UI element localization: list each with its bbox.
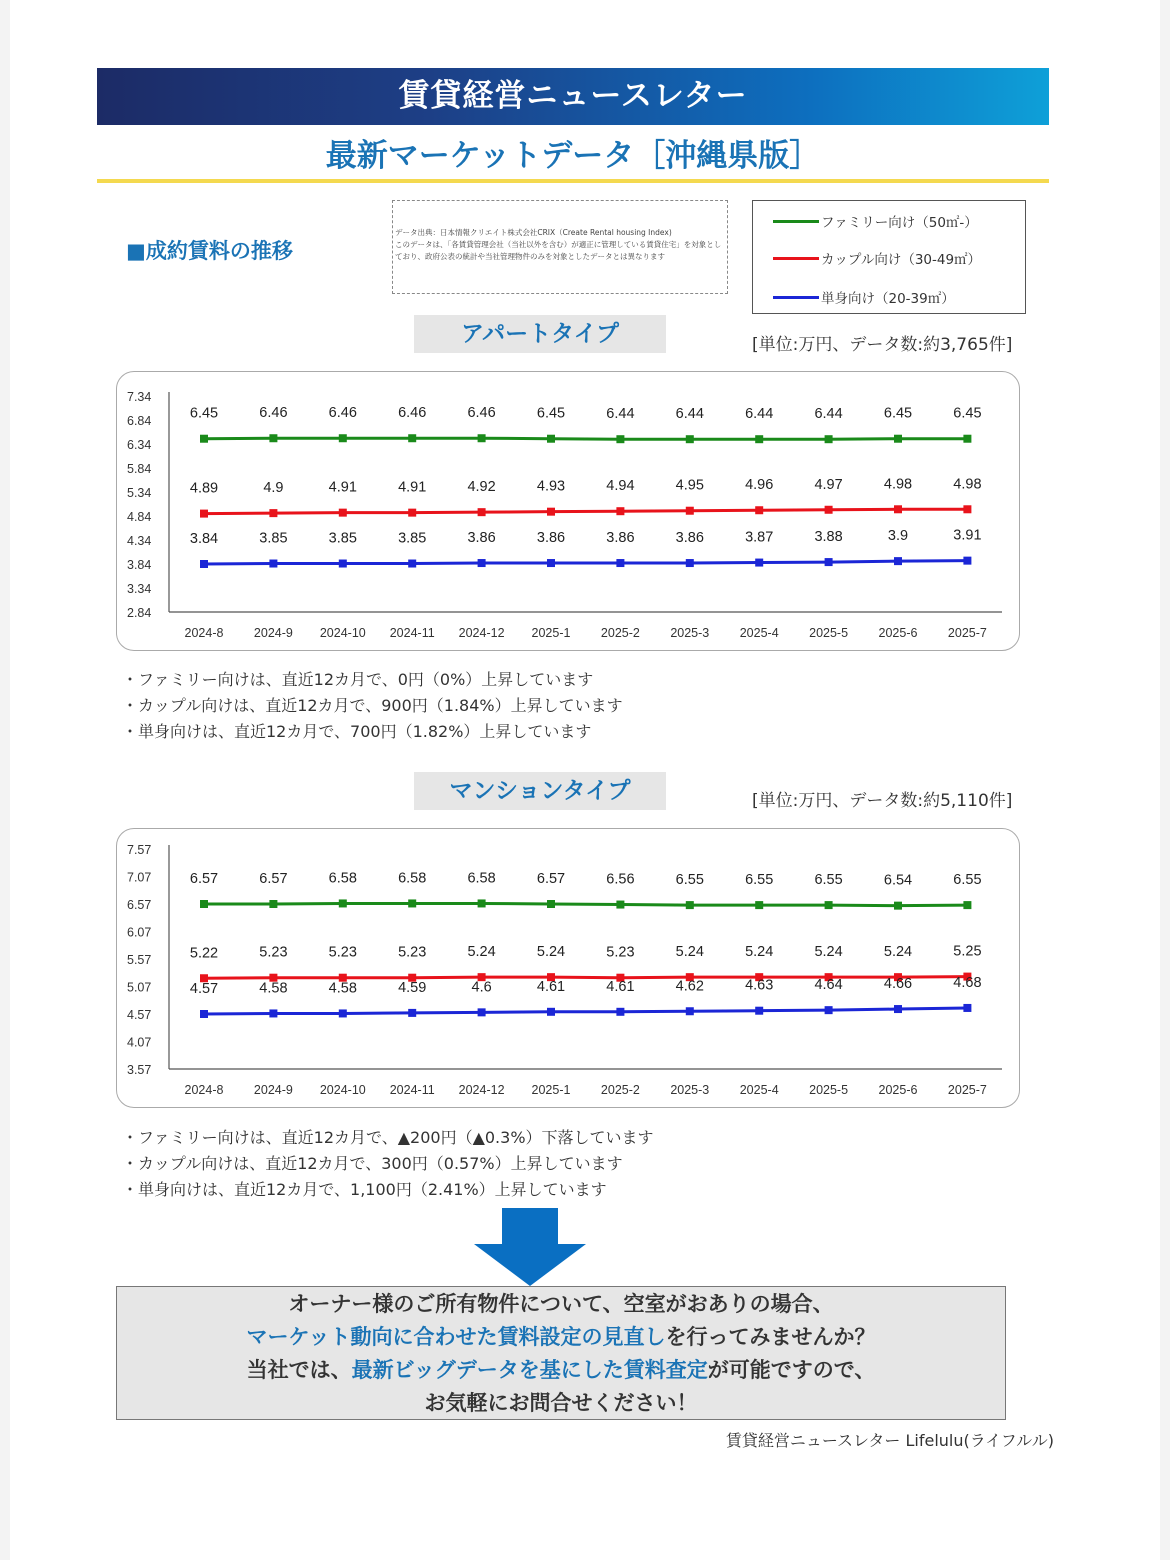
y-tick-label: 5.34	[127, 486, 152, 500]
data-label-couple: 4.91	[398, 479, 427, 496]
y-tick-label: 4.84	[127, 510, 152, 524]
data-label-family: 6.55	[814, 872, 843, 889]
data-label-single: 3.86	[606, 530, 635, 547]
x-tick-label: 2025-7	[947, 626, 987, 640]
data-point-single	[894, 557, 902, 565]
y-tick-label: 4.57	[127, 1008, 152, 1022]
x-tick-label: 2024-12	[458, 1083, 505, 1097]
data-label-single: 4.58	[328, 980, 357, 997]
x-tick-label: 2025-1	[531, 1083, 571, 1097]
data-point-family	[755, 435, 763, 443]
data-label-couple: 5.23	[259, 944, 288, 961]
data-point-family	[825, 435, 833, 443]
data-label-family: 6.46	[328, 405, 357, 422]
data-point-single	[200, 1010, 208, 1018]
data-label-family: 6.54	[883, 872, 913, 889]
data-label-single: 3.85	[259, 530, 288, 547]
data-point-family	[755, 901, 763, 909]
y-tick-label: 7.07	[127, 870, 152, 885]
data-label-family: 6.44	[606, 406, 635, 423]
data-label-couple: 4.98	[953, 476, 982, 493]
data-label-couple: 5.24	[883, 944, 913, 961]
data-label-couple: 4.93	[536, 478, 566, 495]
data-point-single	[339, 1009, 347, 1017]
apart-notes	[122, 667, 623, 745]
y-tick-label: 7.57	[127, 843, 152, 857]
chart-svg	[117, 829, 1021, 1109]
legend-family	[773, 211, 978, 231]
x-tick-label: 2024-9	[253, 1083, 293, 1097]
data-label-family: 6.58	[328, 870, 357, 887]
x-tick-label: 2025-6	[878, 1083, 918, 1097]
data-point-couple	[200, 510, 208, 518]
series-line-family	[204, 438, 967, 439]
legend-couple	[773, 248, 981, 268]
x-tick-label: 2025-3	[670, 1083, 710, 1097]
legend-single-label: 単身向け（20-39㎡）	[821, 291, 955, 307]
mansion-chart	[116, 828, 1020, 1108]
x-tick-label: 2025-1	[531, 626, 571, 640]
cta-line-3-start: 当社では、	[246, 1358, 352, 1382]
data-point-single	[408, 560, 416, 568]
data-label-family: 6.45	[536, 405, 566, 422]
section-title: ■成約賃料の推移	[126, 239, 293, 263]
apart-unit: [単位:万円、データ数:約3,765件]	[752, 335, 1013, 355]
y-tick-label: 5.57	[127, 953, 152, 967]
data-point-couple	[825, 506, 833, 514]
data-point-family	[478, 434, 486, 442]
footer-credit: 賃貸経営ニュースレター Lifelulu(ライフルル)	[725, 1431, 1054, 1450]
mansion-notes	[122, 1125, 654, 1203]
data-point-couple	[269, 509, 277, 517]
cta-line-3-highlight: 最新ビッグデータを基にした賃料査定	[351, 1358, 708, 1382]
data-label-single: 4.63	[745, 977, 774, 994]
data-label-couple: 4.98	[883, 476, 913, 493]
x-tick-label: 2025-5	[809, 1083, 849, 1097]
mansion-note-couple: ・カップル向けは、直近12カ月で、300円（0.57%）上昇しています	[122, 1154, 623, 1173]
cta-line-2-rest: を行ってみませんか？	[665, 1325, 876, 1349]
data-label-family: 6.57	[189, 871, 219, 887]
y-tick-label: 3.34	[127, 582, 152, 596]
data-point-family	[269, 900, 277, 908]
data-label-family: 6.58	[398, 870, 427, 887]
cta-line-3-end: が可能ですので、	[707, 1358, 876, 1382]
x-tick-label: 2024-12	[458, 626, 505, 640]
page-subtitle: 最新マーケットデータ［沖縄県版］	[325, 138, 821, 174]
call-to-action-box	[116, 1286, 1006, 1420]
data-label-single: 4.68	[953, 974, 982, 991]
data-point-couple	[755, 506, 763, 514]
data-label-single: 4.66	[883, 976, 913, 993]
data-point-single	[616, 559, 624, 567]
data-label-single: 3.88	[814, 529, 843, 546]
x-tick-label: 2024-10	[319, 1083, 366, 1097]
apart-note-family: ・ファミリー向けは、直近12カ月で、0円（0%）上昇しています	[122, 670, 594, 689]
data-label-single: 4.57	[189, 981, 219, 997]
data-label-single: 3.91	[953, 527, 982, 544]
banner-title: 賃貸経営ニュースレター	[97, 68, 1049, 125]
data-point-couple	[616, 507, 624, 515]
data-point-family	[547, 435, 555, 443]
data-label-couple: 5.24	[814, 944, 843, 961]
source-line-1: データ出典：日本情報クリエイト株式会社CRIX（Create Rental housing Index)	[395, 228, 672, 237]
legend-single-swatch	[773, 296, 819, 299]
data-label-couple: 4.91	[328, 479, 357, 496]
legend	[752, 200, 1026, 314]
data-point-single	[616, 1008, 624, 1016]
mansion-unit: [単位:万円、データ数:約5,110件]	[752, 791, 1013, 811]
data-point-family	[825, 901, 833, 909]
data-label-family: 6.55	[953, 872, 982, 889]
data-point-single	[408, 1009, 416, 1017]
data-label-family: 6.57	[536, 871, 566, 887]
data-label-single: 3.84	[189, 531, 219, 547]
divider	[97, 179, 1049, 183]
series-line-single	[204, 561, 967, 564]
data-label-single: 4.6	[471, 979, 492, 996]
data-label-single: 4.58	[259, 980, 288, 997]
data-point-single	[478, 559, 486, 567]
y-tick-label: 5.84	[127, 462, 152, 476]
data-label-couple: 5.25	[953, 943, 982, 960]
data-label-single: 3.87	[745, 529, 774, 546]
apart-chart	[116, 371, 1020, 651]
x-tick-label: 2025-5	[809, 626, 849, 640]
chart-svg	[117, 372, 1021, 652]
cta-line-1: オーナー様のご所有物件について、空室がおありの場合、	[288, 1292, 834, 1316]
data-label-couple: 4.97	[814, 476, 843, 493]
data-label-family: 6.58	[467, 870, 496, 887]
data-point-single	[269, 560, 277, 568]
data-label-single: 3.85	[328, 530, 357, 547]
y-tick-label: 6.07	[127, 925, 152, 940]
down-arrow-icon	[474, 1208, 586, 1288]
x-tick-label: 2025-2	[600, 1083, 640, 1097]
data-label-family: 6.44	[814, 406, 843, 423]
data-point-single	[200, 560, 208, 568]
data-point-single	[686, 1007, 694, 1015]
data-label-couple: 5.22	[189, 945, 219, 962]
data-label-couple: 5.23	[398, 944, 427, 961]
data-point-family	[616, 435, 624, 443]
y-tick-label: 6.84	[127, 414, 152, 428]
data-label-family: 6.55	[675, 872, 704, 889]
data-point-family	[616, 901, 624, 909]
data-point-couple	[686, 507, 694, 515]
data-label-couple: 5.23	[328, 944, 357, 961]
mansion-type-label: マンションタイプ	[414, 772, 666, 810]
cta-line-2	[117, 1321, 1005, 1354]
data-point-family	[547, 900, 555, 908]
data-point-single	[963, 557, 971, 565]
data-label-family: 6.57	[259, 871, 288, 887]
data-point-single	[825, 1006, 833, 1014]
data-point-couple	[963, 505, 971, 513]
y-tick-label: 5.07	[127, 980, 152, 995]
apart-note-single: ・単身向けは、直近12カ月で、700円（1.82%）上昇しています	[122, 722, 592, 741]
apart-note-couple: ・カップル向けは、直近12カ月で、900円（1.84%）上昇しています	[122, 696, 623, 715]
mansion-note-family: ・ファミリー向けは、直近12カ月で、▲200円（▲0.3%）下落しています	[122, 1128, 654, 1147]
cta-line-4: お気軽にお問合せください！	[424, 1391, 698, 1415]
data-label-couple: 5.24	[675, 944, 704, 961]
x-tick-label: 2024-10	[319, 626, 366, 640]
data-label-couple: 5.24	[536, 944, 566, 961]
y-tick-label: 6.34	[127, 438, 152, 452]
x-tick-label: 2025-2	[600, 626, 640, 640]
y-tick-label: 7.34	[127, 390, 152, 404]
data-label-single: 4.61	[536, 978, 566, 995]
data-point-family	[686, 435, 694, 443]
data-point-single	[547, 1008, 555, 1016]
data-label-family: 6.46	[398, 405, 427, 422]
data-label-family: 6.56	[606, 871, 635, 888]
data-point-family	[963, 901, 971, 909]
cta-line-2-highlight: マーケット動向に合わせた賃料設定の見直し	[246, 1325, 666, 1349]
data-label-family: 6.55	[745, 872, 774, 889]
data-point-family	[408, 899, 416, 907]
x-tick-label: 2025-4	[739, 1083, 779, 1097]
data-point-family	[200, 900, 208, 908]
x-tick-label: 2025-4	[739, 626, 779, 640]
data-point-family	[269, 434, 277, 442]
data-label-family: 6.44	[745, 406, 774, 423]
series-line-couple	[204, 509, 967, 513]
data-point-couple	[408, 509, 416, 517]
data-point-couple	[547, 508, 555, 516]
legend-family-swatch	[773, 220, 819, 223]
data-label-couple: 4.96	[745, 477, 774, 494]
x-tick-label: 2025-7	[947, 1083, 987, 1097]
cta-line-3	[117, 1354, 1005, 1387]
data-label-single: 3.86	[467, 530, 496, 547]
data-point-single	[686, 559, 694, 567]
data-label-single: 4.64	[814, 977, 843, 994]
apart-type-label: アパートタイプ	[414, 315, 666, 353]
data-point-family	[408, 434, 416, 442]
data-label-couple: 5.24	[467, 944, 496, 961]
x-tick-label: 2024-11	[389, 626, 435, 640]
series-line-single	[204, 1008, 967, 1014]
legend-couple-label: カップル向け（30-49㎡）	[821, 252, 982, 268]
mansion-note-single: ・単身向けは、直近12カ月で、1,100円（2.41%）上昇しています	[122, 1180, 607, 1199]
y-tick-label: 3.57	[127, 1063, 152, 1077]
data-point-family	[339, 899, 347, 907]
data-label-family: 6.44	[675, 406, 704, 423]
series-line-couple	[204, 977, 967, 979]
data-point-single	[755, 559, 763, 567]
data-point-single	[547, 559, 555, 567]
data-label-single: 3.86	[675, 530, 704, 547]
x-tick-label: 2024-11	[389, 1083, 435, 1097]
x-tick-label: 2024-9	[253, 626, 293, 640]
data-label-family: 6.45	[953, 405, 982, 422]
data-point-single	[478, 1008, 486, 1016]
data-point-family	[963, 435, 971, 443]
data-label-single: 3.9	[887, 528, 909, 545]
series-line-family	[204, 903, 967, 905]
legend-couple-swatch	[773, 257, 819, 260]
data-label-couple: 5.23	[606, 944, 635, 961]
data-label-single: 3.85	[398, 530, 427, 547]
data-label-family: 6.45	[189, 405, 219, 422]
y-tick-label: 6.57	[127, 898, 152, 912]
y-tick-label: 3.84	[127, 558, 152, 572]
data-point-couple	[339, 509, 347, 517]
x-tick-label: 2025-6	[878, 626, 918, 640]
source-line-3: ており、政府公表の統計や当社管理物件のみを対象としたデータとは異なります	[395, 252, 665, 261]
source-line-2: このデータは、「各賃貸管理会社（当社以外を含む）が適正に管理している賃貸住宅」を対象とし	[395, 240, 722, 249]
data-label-couple: 4.92	[467, 479, 496, 496]
data-label-single: 4.62	[675, 978, 704, 995]
data-point-single	[894, 1005, 902, 1013]
data-point-single	[339, 560, 347, 568]
data-label-couple: 4.89	[189, 480, 219, 497]
data-point-couple	[894, 505, 902, 513]
source-note	[392, 200, 728, 294]
data-point-family	[478, 899, 486, 907]
data-label-couple: 4.95	[675, 477, 704, 494]
x-tick-label: 2025-3	[670, 626, 710, 640]
data-point-single	[825, 558, 833, 566]
data-label-single: 4.61	[606, 978, 635, 995]
data-point-family	[894, 902, 902, 910]
y-tick-label: 4.07	[127, 1035, 152, 1050]
legend-single	[773, 287, 955, 307]
data-point-family	[894, 435, 902, 443]
data-point-family	[686, 901, 694, 909]
legend-family-label: ファミリー向け（50㎡-）	[821, 215, 978, 231]
data-label-family: 6.46	[467, 405, 496, 422]
data-label-couple: 4.94	[606, 478, 635, 495]
data-label-couple: 4.9	[263, 480, 284, 497]
data-point-couple	[478, 508, 486, 516]
data-point-single	[755, 1007, 763, 1015]
data-label-single: 4.59	[398, 979, 427, 996]
data-label-couple: 5.24	[745, 944, 774, 961]
data-label-single: 3.86	[536, 530, 566, 547]
data-label-family: 6.45	[883, 405, 913, 422]
y-tick-label: 4.34	[127, 534, 152, 548]
data-point-family	[200, 435, 208, 443]
data-point-family	[339, 434, 347, 442]
x-tick-label: 2024-8	[184, 1083, 224, 1097]
x-tick-label: 2024-8	[184, 626, 224, 640]
data-point-single	[963, 1004, 971, 1012]
data-point-single	[269, 1009, 277, 1017]
y-tick-label: 2.84	[127, 606, 152, 620]
data-label-family: 6.46	[259, 405, 288, 422]
